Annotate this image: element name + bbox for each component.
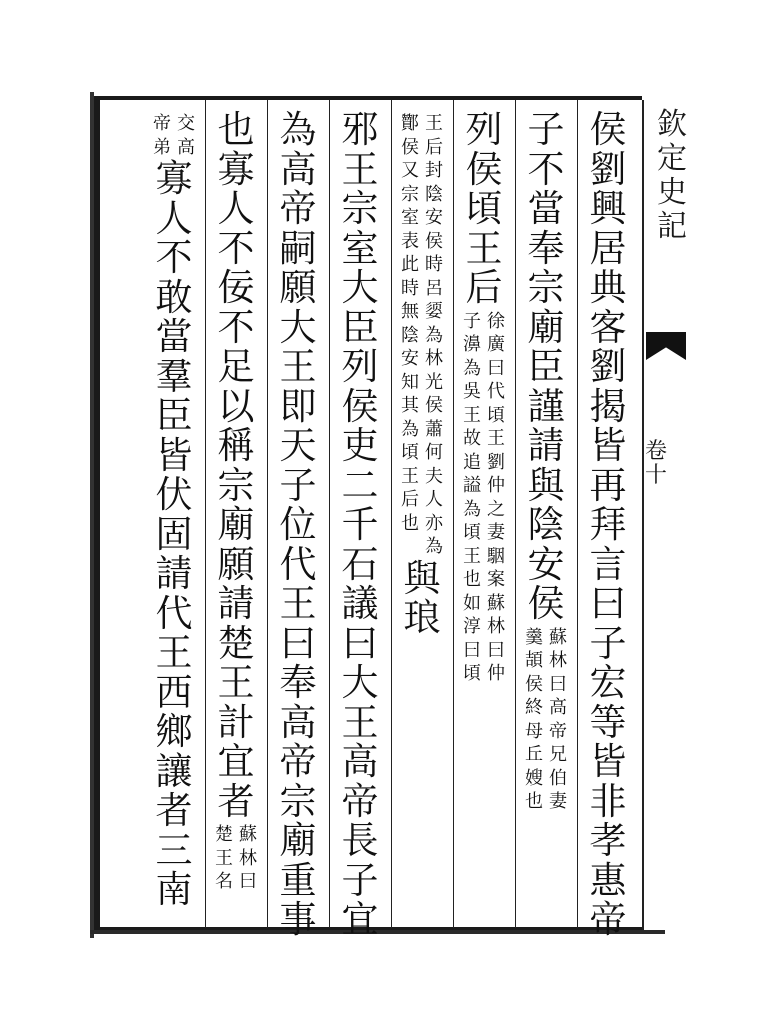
character: 帝 xyxy=(549,720,567,742)
character: 請 xyxy=(155,552,193,595)
character: 廣 xyxy=(487,334,505,355)
commentary-left-line xyxy=(213,823,235,894)
character: 后 xyxy=(425,136,443,158)
character: 廟 xyxy=(527,305,565,349)
character: 王 xyxy=(279,582,317,625)
character: 其 xyxy=(401,395,419,416)
character: 代 xyxy=(487,381,505,402)
commentary-right-line xyxy=(423,112,445,559)
character: 宗 xyxy=(527,266,565,309)
character: 劉 xyxy=(589,345,627,388)
character: 為 xyxy=(463,498,481,520)
character: 王 xyxy=(217,661,255,704)
character: 也 xyxy=(217,108,255,151)
character: 人 xyxy=(425,489,443,510)
character: 代 xyxy=(155,591,193,635)
character: 重 xyxy=(279,858,317,902)
character: 侯 xyxy=(425,230,443,252)
character: 固 xyxy=(155,512,193,556)
character: 子 xyxy=(341,858,379,902)
commentary-note xyxy=(461,310,507,686)
character: 鄉 xyxy=(155,710,193,753)
character: 媭 xyxy=(425,301,443,322)
character: 妻 xyxy=(487,522,505,543)
character: 侯 xyxy=(589,108,627,151)
character: 典 xyxy=(589,266,627,309)
character: 夫 xyxy=(425,465,443,487)
character: 王 xyxy=(155,631,193,674)
character: 王 xyxy=(425,113,443,134)
character: 十 xyxy=(644,463,667,488)
character: 侯 xyxy=(465,147,503,191)
character: 也 xyxy=(463,569,481,590)
character: 嗣 xyxy=(279,226,317,270)
text-column xyxy=(458,110,510,686)
text-column xyxy=(582,110,634,940)
main-text xyxy=(280,110,317,940)
character: 侯 xyxy=(401,136,419,158)
character: 石 xyxy=(341,542,379,586)
character: 高 xyxy=(279,700,317,744)
character: 如 xyxy=(463,592,481,614)
commentary-right-line xyxy=(237,823,259,894)
character: 伏 xyxy=(155,473,193,516)
character: 卷 xyxy=(644,439,667,464)
text-column xyxy=(520,110,572,814)
character: 奉 xyxy=(279,661,317,704)
character: 知 xyxy=(401,371,419,393)
character: 王 xyxy=(341,147,379,191)
character: 不 xyxy=(155,236,193,279)
column-rule xyxy=(577,100,578,928)
character: 羹 xyxy=(525,626,543,648)
character: 亦 xyxy=(425,512,443,534)
character: 弟 xyxy=(153,136,171,158)
main-text xyxy=(466,110,503,308)
character: 蕭 xyxy=(425,418,443,440)
character: 皆 xyxy=(155,433,193,477)
character: 頃 xyxy=(487,404,505,426)
character: 南 xyxy=(155,868,193,911)
character: 濞 xyxy=(463,334,481,355)
character: 王 xyxy=(279,345,317,388)
main-text xyxy=(528,110,565,624)
commentary-left-line xyxy=(399,112,421,559)
character: 駰 xyxy=(487,545,505,567)
character: 高 xyxy=(177,136,195,158)
commentary-left-line xyxy=(523,626,545,814)
character: 林 xyxy=(487,616,505,637)
character: 子 xyxy=(589,621,627,665)
character: 廟 xyxy=(217,503,255,546)
character: 高 xyxy=(279,147,317,191)
character: 王 xyxy=(463,404,481,426)
character: 何 xyxy=(425,442,443,463)
character: 人 xyxy=(217,187,255,230)
character: 曰 xyxy=(239,871,257,892)
character: 陰 xyxy=(425,183,443,205)
character: 稱 xyxy=(217,424,255,467)
character: 宜 xyxy=(341,898,379,941)
character: 侯 xyxy=(527,582,565,625)
character: 子 xyxy=(463,310,481,332)
character: 蘇 xyxy=(239,824,257,845)
character: 帝 xyxy=(279,187,317,230)
character: 曰 xyxy=(279,621,317,665)
character: 宗 xyxy=(401,183,419,205)
character: 者 xyxy=(217,779,255,823)
character: 不 xyxy=(527,147,565,191)
character: 交 xyxy=(177,113,195,134)
character: 頃 xyxy=(463,522,481,543)
character: 記 xyxy=(657,209,687,244)
character: 欽 xyxy=(657,107,687,142)
character: 子 xyxy=(527,108,565,151)
character: 即 xyxy=(279,384,317,428)
character: 林 xyxy=(549,650,567,671)
character: 言 xyxy=(589,542,627,586)
character: 皆 xyxy=(589,424,627,467)
character: 王 xyxy=(487,428,505,449)
character: 之 xyxy=(487,498,505,520)
character: 琅 xyxy=(403,596,441,639)
character: 妻 xyxy=(549,791,567,812)
character: 拜 xyxy=(589,503,627,546)
character: 敢 xyxy=(155,275,193,319)
character: 宏 xyxy=(589,661,627,704)
column-rule xyxy=(205,100,206,928)
character: 安 xyxy=(425,207,443,228)
character: 時 xyxy=(425,254,443,275)
character: 頃 xyxy=(401,442,419,463)
text-column xyxy=(396,110,448,638)
character: 議 xyxy=(341,582,379,625)
character: 王 xyxy=(401,465,419,487)
character: 又 xyxy=(401,160,419,181)
character: 奉 xyxy=(527,226,565,270)
character: 吳 xyxy=(463,381,481,402)
text-column xyxy=(210,110,262,894)
character: 非 xyxy=(589,779,627,823)
character: 徐 xyxy=(487,310,505,332)
character: 大 xyxy=(279,305,317,349)
character: 名 xyxy=(215,871,233,892)
character: 故 xyxy=(463,428,481,449)
character: 此 xyxy=(401,254,419,275)
commentary-left-line xyxy=(151,112,173,159)
character: 臣 xyxy=(155,394,193,437)
character: 劉 xyxy=(487,451,505,473)
column-rule xyxy=(391,100,392,928)
character: 事 xyxy=(279,898,317,941)
character: 表 xyxy=(401,230,419,252)
character: 二 xyxy=(341,463,379,507)
character: 為 xyxy=(463,357,481,379)
character: 后 xyxy=(401,489,419,510)
character: 寡 xyxy=(217,147,255,191)
character: 侯 xyxy=(525,673,543,695)
column-rule xyxy=(515,100,516,928)
character: 帝 xyxy=(341,779,379,823)
column-rule xyxy=(453,100,454,928)
character: 謹 xyxy=(527,384,565,428)
character: 代 xyxy=(279,542,317,586)
main-text xyxy=(218,110,255,821)
character: 楚 xyxy=(217,621,255,665)
character: 后 xyxy=(465,266,503,309)
character: 列 xyxy=(341,345,379,388)
character: 臣 xyxy=(527,345,565,388)
character: 曰 xyxy=(341,621,379,665)
character: 天 xyxy=(279,424,317,467)
character: 當 xyxy=(527,187,565,230)
fishtail-mark-icon xyxy=(646,332,686,360)
main-text xyxy=(403,556,441,639)
character: 丘 xyxy=(525,744,543,765)
character: 宜 xyxy=(217,740,255,783)
character: 曰 xyxy=(487,639,505,661)
character: 宗 xyxy=(341,187,379,230)
commentary-right-line xyxy=(175,112,197,159)
character: 室 xyxy=(341,226,379,270)
character: 請 xyxy=(217,582,255,625)
character: 邪 xyxy=(341,108,379,151)
character: 曰 xyxy=(549,673,567,695)
character: 佞 xyxy=(217,266,255,309)
character: 王 xyxy=(463,545,481,567)
commentary-note xyxy=(151,112,197,159)
character: 安 xyxy=(527,542,565,586)
character: 陰 xyxy=(527,503,565,546)
character: 王 xyxy=(341,700,379,744)
character: 定 xyxy=(657,141,687,176)
character: 千 xyxy=(341,503,379,546)
character: 頃 xyxy=(463,663,481,684)
character: 西 xyxy=(155,670,193,714)
character: 為 xyxy=(279,108,317,151)
character: 酇 xyxy=(401,113,419,134)
text-column xyxy=(334,110,386,940)
character: 為 xyxy=(425,324,443,346)
character: 謚 xyxy=(463,475,481,496)
character: 寡 xyxy=(155,157,193,200)
character: 為 xyxy=(401,418,419,440)
character: 陰 xyxy=(401,324,419,346)
character: 安 xyxy=(401,348,419,369)
volume-number-margin xyxy=(641,440,671,488)
character: 林 xyxy=(239,847,257,869)
character: 也 xyxy=(401,512,419,534)
character: 帝 xyxy=(589,898,627,941)
commentary-note xyxy=(213,823,259,894)
character: 仲 xyxy=(487,663,505,684)
character: 淳 xyxy=(463,616,481,637)
character: 王 xyxy=(215,847,233,869)
character: 請 xyxy=(527,424,565,467)
character: 曰 xyxy=(463,639,481,661)
margin-divider xyxy=(642,100,644,930)
character: 與 xyxy=(527,463,565,507)
character: 兄 xyxy=(549,744,567,765)
character: 時 xyxy=(401,277,419,299)
character: 王 xyxy=(465,226,503,270)
character: 廟 xyxy=(279,819,317,862)
character: 楚 xyxy=(215,824,233,845)
character: 孝 xyxy=(589,819,627,862)
character: 仲 xyxy=(487,475,505,496)
character: 願 xyxy=(279,266,317,309)
character: 母 xyxy=(525,720,543,742)
main-text xyxy=(590,110,627,940)
commentary-note xyxy=(523,626,569,814)
character: 宗 xyxy=(279,779,317,823)
character: 終 xyxy=(525,697,543,718)
character: 再 xyxy=(589,463,627,507)
character: 史 xyxy=(657,175,687,210)
character: 人 xyxy=(155,196,193,240)
character: 不 xyxy=(217,226,255,270)
character: 伯 xyxy=(549,767,567,789)
character: 也 xyxy=(525,791,543,812)
column-rule xyxy=(329,100,330,928)
character: 追 xyxy=(463,451,481,473)
character: 與 xyxy=(403,556,441,600)
character: 羣 xyxy=(155,354,193,398)
character: 等 xyxy=(589,700,627,744)
character: 吏 xyxy=(341,424,379,467)
character: 帝 xyxy=(153,113,171,134)
character: 為 xyxy=(425,536,443,557)
character: 居 xyxy=(589,226,627,270)
character: 劉 xyxy=(589,147,627,191)
character: 侯 xyxy=(425,395,443,416)
character: 計 xyxy=(217,700,255,744)
character: 曰 xyxy=(589,582,627,625)
commentary-right-line xyxy=(485,310,507,686)
character: 惠 xyxy=(589,858,627,902)
character: 無 xyxy=(401,301,419,322)
character: 皆 xyxy=(589,740,627,783)
character: 頡 xyxy=(525,650,543,671)
character: 位 xyxy=(279,503,317,546)
character: 列 xyxy=(465,108,503,151)
character: 臣 xyxy=(341,305,379,349)
text-column xyxy=(272,110,324,940)
character: 呂 xyxy=(425,277,443,299)
character: 頃 xyxy=(465,187,503,230)
character: 以 xyxy=(217,384,255,428)
text-column xyxy=(148,110,200,910)
character: 大 xyxy=(341,661,379,704)
character: 封 xyxy=(425,160,443,181)
main-text xyxy=(156,159,193,910)
character: 蘇 xyxy=(549,626,567,648)
character: 曰 xyxy=(487,357,505,379)
character: 子 xyxy=(279,463,317,507)
character: 光 xyxy=(425,371,443,393)
commentary-right-line xyxy=(547,626,569,814)
character: 案 xyxy=(487,569,505,590)
character: 願 xyxy=(217,542,255,586)
book-title-margin xyxy=(652,108,692,244)
character: 客 xyxy=(589,305,627,349)
commentary-note xyxy=(399,112,445,559)
character: 當 xyxy=(155,315,193,358)
character: 室 xyxy=(401,207,419,228)
character: 宗 xyxy=(217,463,255,507)
column-rule xyxy=(267,100,268,928)
character: 高 xyxy=(549,697,567,718)
character: 侯 xyxy=(341,384,379,428)
character: 讓 xyxy=(155,749,193,793)
character: 不 xyxy=(217,305,255,349)
character: 蘇 xyxy=(487,592,505,614)
commentary-left-line xyxy=(461,310,483,686)
character: 興 xyxy=(589,187,627,230)
main-text xyxy=(342,110,379,940)
character: 嫂 xyxy=(525,767,543,789)
character: 足 xyxy=(217,345,255,388)
character: 林 xyxy=(425,348,443,369)
character: 高 xyxy=(341,740,379,783)
character: 者 xyxy=(155,789,193,832)
character: 揭 xyxy=(589,384,627,428)
character: 大 xyxy=(341,266,379,309)
character: 帝 xyxy=(279,740,317,783)
character: 三 xyxy=(155,828,193,872)
character: 長 xyxy=(341,819,379,862)
